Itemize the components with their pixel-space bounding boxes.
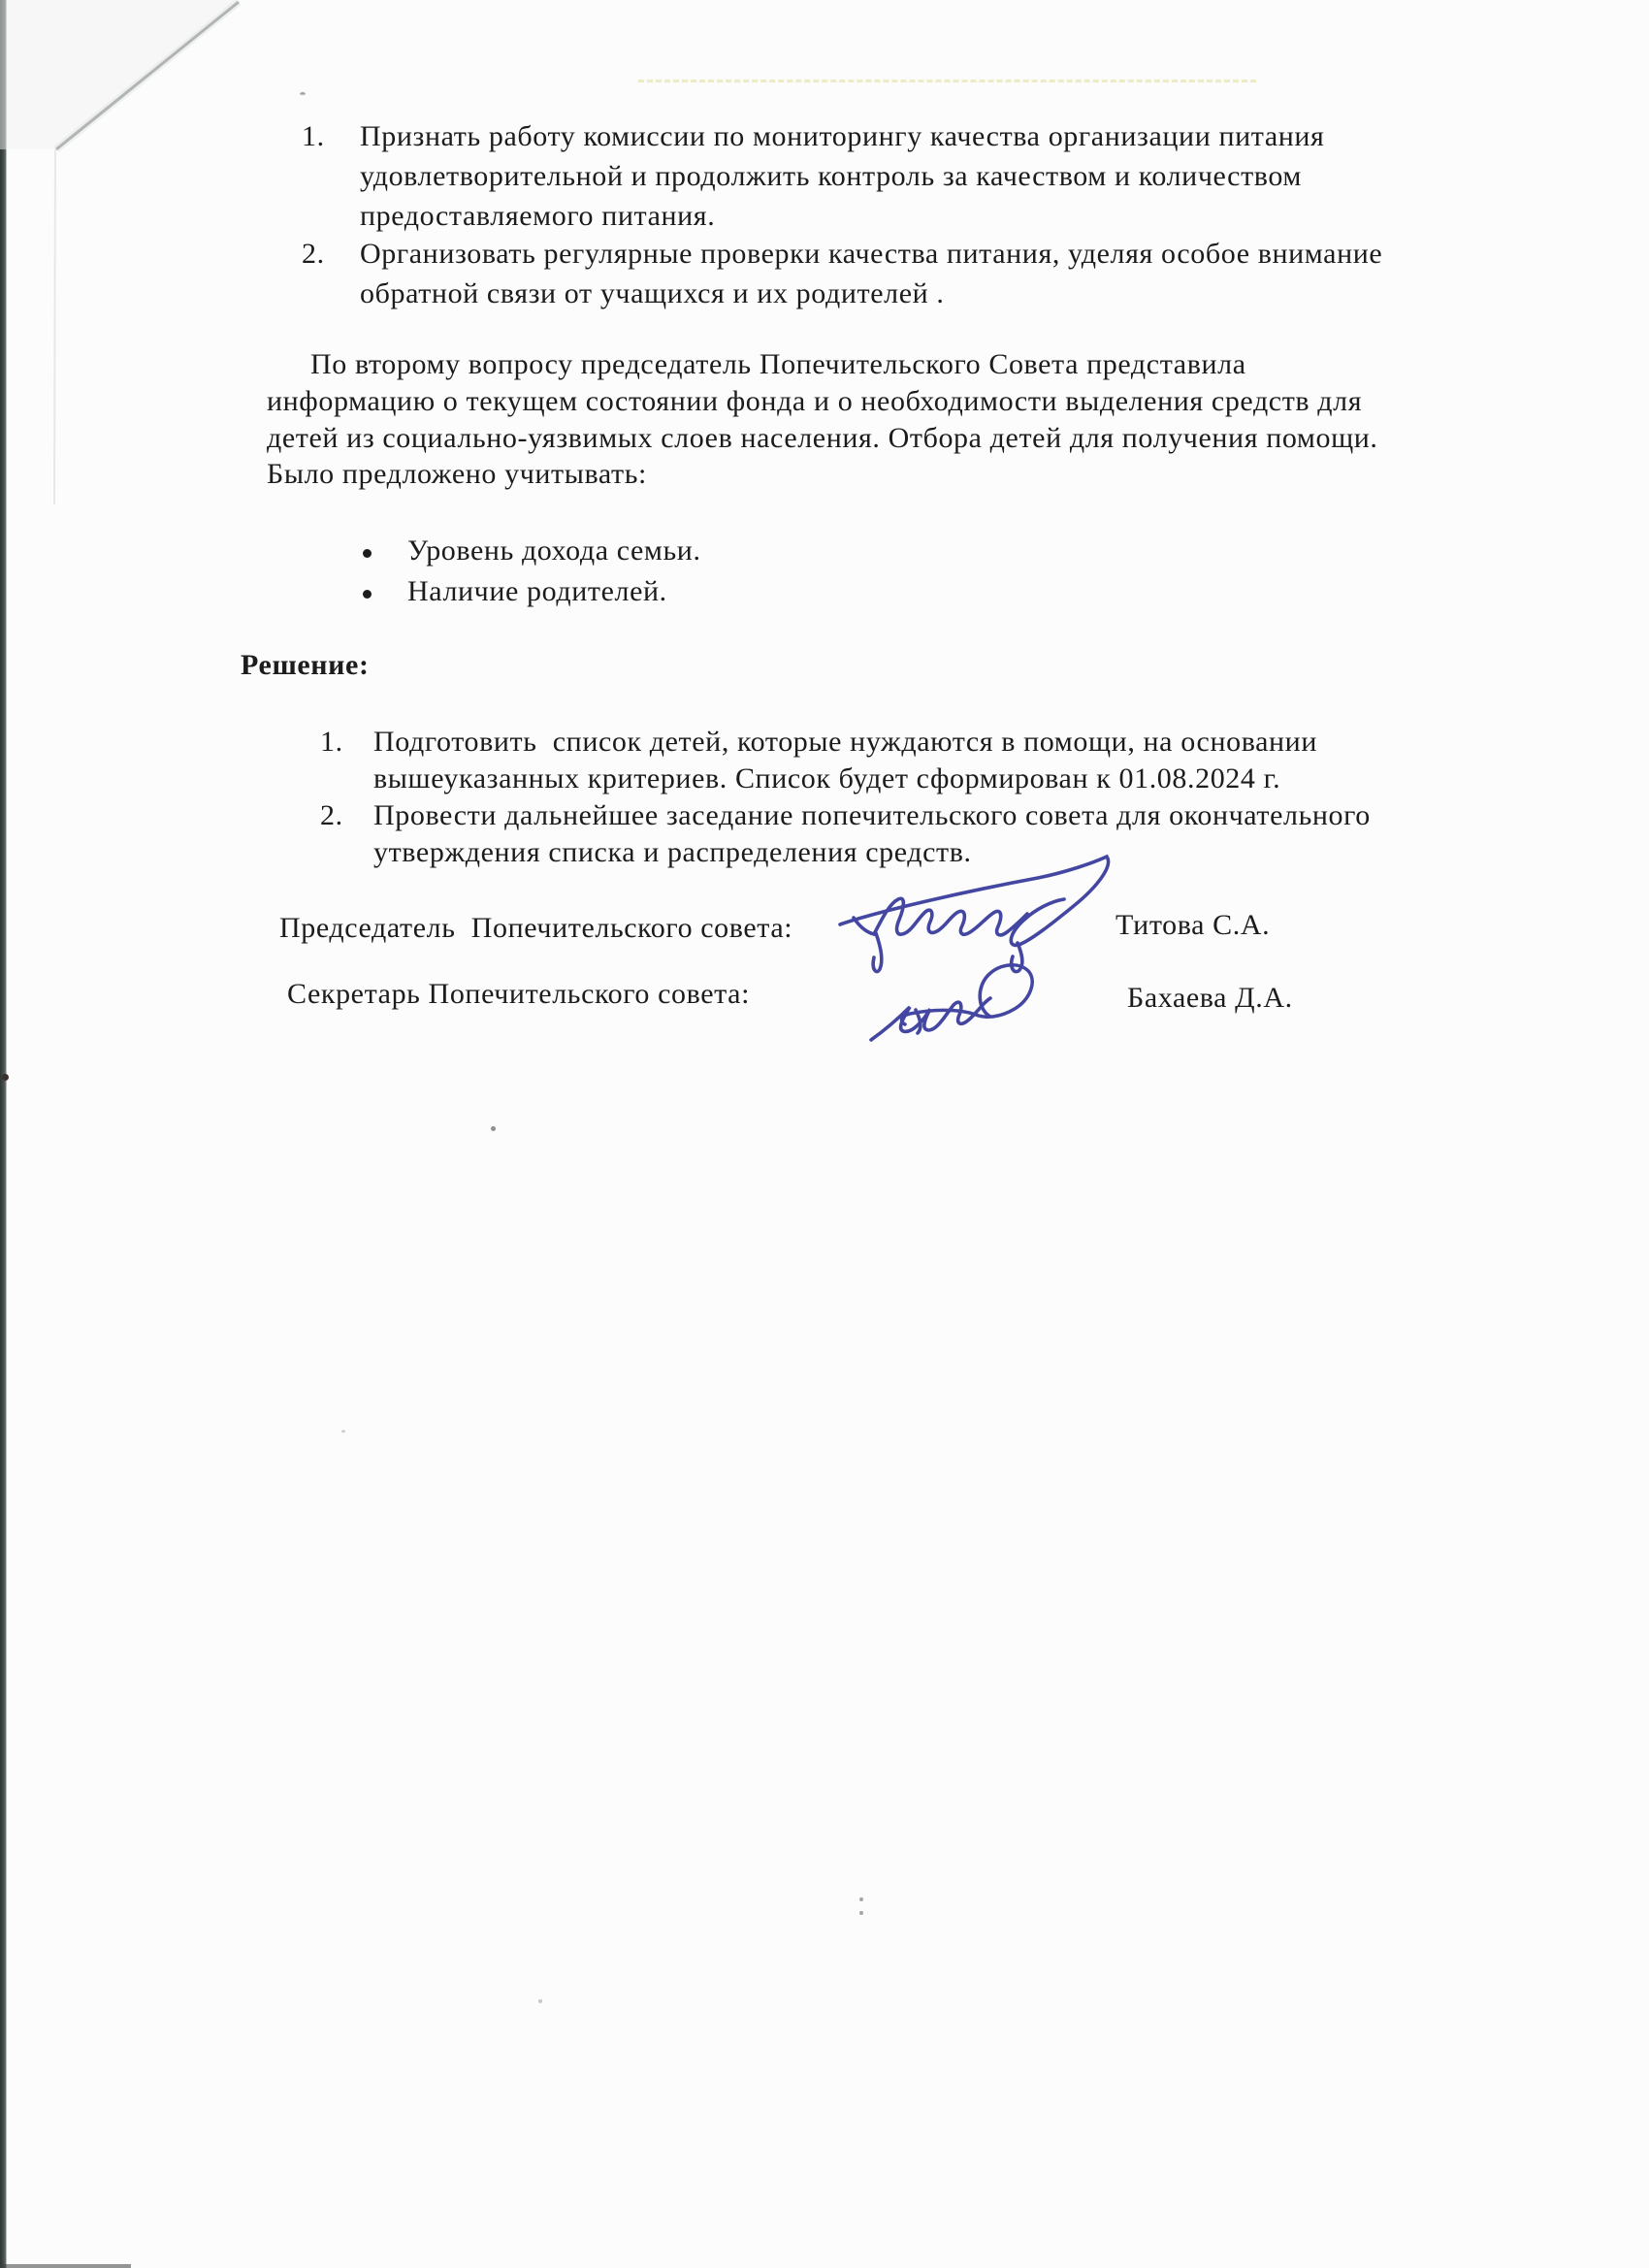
scan-speck (538, 1999, 542, 2003)
secretary-name: Бахаева Д.А. (1127, 982, 1293, 1014)
page-fold-artifact (0, 0, 388, 582)
bullet-dot (363, 549, 372, 558)
q2-paragraph-line4: Было предложено учитывать: (267, 458, 647, 490)
q2-decision-item2-line2: утверждения списка и распределения средств. (373, 836, 972, 868)
scan-speck (300, 92, 306, 95)
q1-item2-line2: обратной связи от учащихся и их родителей . (360, 277, 945, 309)
scanner-edge-strip (0, 0, 7, 2268)
q2-decision-item1-line1: Подготовить список детей, которые нуждаются в помощи, на основании (373, 726, 1317, 758)
q1-item1-line2: удовлетворительной и продолжить контроль за качеством и количеством (360, 160, 1302, 192)
decision-heading: Решение: (241, 649, 370, 681)
chairman-name: Титова С.А. (1116, 909, 1271, 941)
q2-paragraph-line3: детей из социально-уязвимых слоев населения. Отбора детей для получения помощи. (267, 422, 1378, 454)
faint-highlight-line (638, 80, 1256, 82)
q2-decision-item1-number: 1. (320, 726, 343, 758)
q1-item1-line1: Признать работу комиссии по мониторингу качества организации питания (360, 120, 1325, 152)
scanner-edge-bottom (0, 2264, 131, 2268)
q1-item1-line3: предоставляемого питания. (360, 200, 716, 232)
q1-item2-line1: Организовать регулярные проверки качества питания, уделяя особое внимание (360, 238, 1383, 270)
criteria-item1: Уровень дохода семьи. (407, 535, 701, 567)
scan-speck (491, 1126, 496, 1131)
bullet-dot (363, 590, 372, 599)
q2-paragraph-line2: информацию о текущем состоянии фонда и о необходимости выделения средств для (267, 385, 1363, 417)
criteria-item2: Наличие родителей. (407, 575, 667, 607)
scan-speck (2, 1074, 9, 1081)
chairman-label: Председатель Попечительского совета: (279, 912, 793, 944)
scan-speck (341, 1430, 345, 1433)
signature-bakhaeva (871, 965, 1032, 1040)
q2-paragraph-line1: По второму вопросу председатель Попечительского Совета представила (310, 348, 1246, 380)
q1-item2-number: 2. (302, 238, 325, 270)
signature-titova (840, 857, 1109, 972)
scan-speck (859, 1897, 863, 1901)
q2-decision-item2-line1: Провести дальнейшее заседание попечительского совета для окончательного (373, 799, 1371, 831)
q1-item1-number: 1. (302, 120, 325, 152)
q2-decision-item2-number: 2. (320, 799, 343, 831)
q2-decision-item1-line2: вышеуказанных критериев. Список будет сформирован к 01.08.2024 г. (373, 762, 1281, 794)
secretary-label: Секретарь Попечительского совета: (287, 978, 751, 1010)
